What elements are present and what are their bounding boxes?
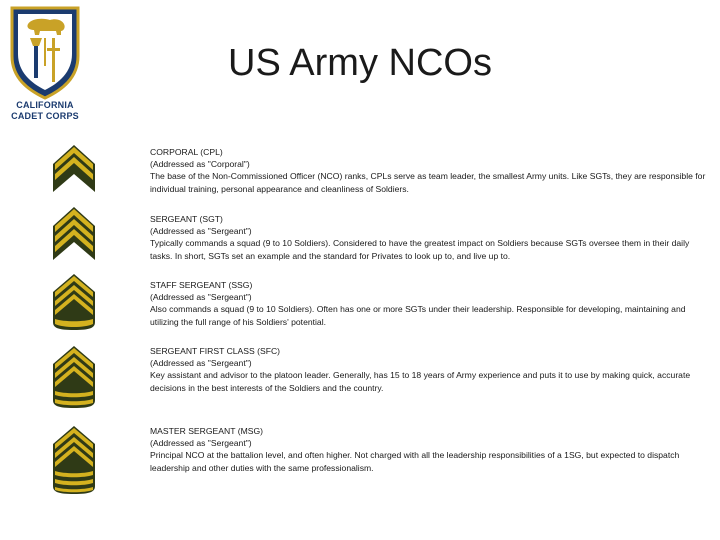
rank-name: SERGEANT FIRST CLASS (SFC) xyxy=(150,346,281,356)
logo-text-line2: CADET CORPS xyxy=(11,111,79,121)
rank-sergeant-first-class xyxy=(150,345,712,394)
rank-master-sergeant xyxy=(150,425,712,474)
page-title: US Army NCOs xyxy=(228,42,492,84)
master-sergeant-chevrons-icon xyxy=(50,424,98,496)
rank-corporal xyxy=(150,146,712,195)
rank-staff-sergeant xyxy=(150,279,712,328)
california-cadet-corps-logo xyxy=(6,4,84,128)
sergeant-first-class-chevrons-icon xyxy=(50,344,98,410)
staff-sergeant-chevrons-icon xyxy=(50,272,98,332)
rank-description: Key assistant and advisor to the platoon leader. Generally, has 15 to 18 years of Army experience and puts it to use by making quick, accurate decisions in the best interests of the Soldiers and the country. xyxy=(150,370,691,393)
rank-name: STAFF SERGEANT (SSG) xyxy=(150,280,253,290)
rank-address: (Addressed as "Sergeant") xyxy=(150,358,252,369)
rank-address: (Addressed as "Sergeant") xyxy=(150,292,252,303)
rank-address: (Addressed as "Sergeant") xyxy=(150,226,252,237)
rank-sergeant xyxy=(150,213,712,262)
corporal-chevrons-icon xyxy=(50,142,98,194)
rank-description: The base of the Non-Commissioned Officer (NCO) ranks, CPLs serve as team leader, the smallest Army units. Like SGTs, they are responsible for individual training, personal appearance and cleanliness of Soldiers. xyxy=(150,171,706,194)
rank-description: Typically commands a squad (9 to 10 Soldiers). Considered to have the greatest impact on Soldiers because SGTs oversee them in their daily tasks. In short, SGTs set an example and the standard for Privates to look up to, and live up to. xyxy=(150,238,690,261)
sergeant-chevrons-icon xyxy=(50,204,98,262)
rank-name: SERGEANT (SGT) xyxy=(150,214,223,224)
logo-text-line1: CALIFORNIA xyxy=(16,100,74,110)
rank-address: (Addressed as "Corporal") xyxy=(150,159,250,170)
rank-address: (Addressed as "Sergeant") xyxy=(150,438,252,449)
rank-description: Principal NCO at the battalion level, and often higher. Not charged with all the leadership responsibilities of a 1SG, but expected to dispatch leadership and other duties with the same professionalism. xyxy=(150,450,680,473)
shield-icon xyxy=(6,4,84,100)
rank-name: CORPORAL (CPL) xyxy=(150,147,223,157)
rank-name: MASTER SERGEANT (MSG) xyxy=(150,426,264,436)
rank-description: Also commands a squad (9 to 10 Soldiers). Often has one or more SGTs under their leadership. Responsible for developing, maintaining and utilizing the full range of his Soldiers' potential. xyxy=(150,304,686,327)
